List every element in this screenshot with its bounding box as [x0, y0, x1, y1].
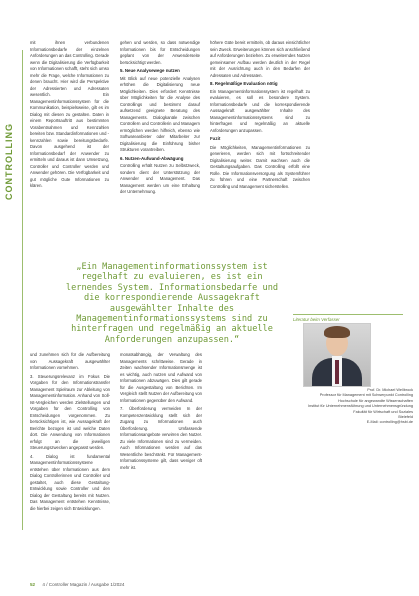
- author-credit: Literatur beim Verfasser: [293, 314, 403, 322]
- paragraph: 7. Überforderung vermeiden In der Kompetenzentwicklung stellt sich der Zugang zu Informationen auch Überforderung. Umfassende Informationsangebote verwirren den Nutzer. Zu viele Informationen sind zu vermeiden. Auch Informationen werden auf das Wesentliche beschränkt. Für Management-Informationssysteme gilt, dass weniger oft mehr ist.: [120, 406, 202, 470]
- footer-publication: 4 / Controller Magazin / Ausgabe 1/2024: [42, 582, 125, 587]
- bio-line: Prof. Dr. Michael Wellbrock: [367, 388, 413, 392]
- column-1-bottom: [30, 352, 110, 514]
- photo-hair: [324, 326, 350, 338]
- bio-line: Fakultät für Wirtschaft und Soziales: [353, 409, 413, 414]
- side-divider: [22, 50, 23, 530]
- author-photo: [303, 323, 371, 387]
- fazit-heading: Fazit: [210, 136, 221, 141]
- page-footer: [30, 582, 124, 587]
- paragraph: Ein Managementinformationssystem ist regelhaft zu evaluieren, es soll es besondere System. Informationsbedarfe und die korrespondierende Aussagekraft ausgewählter Inhalte des Managementinformationssystems sind zu hinterfragen und regelmäßig an aktuelle Anforderungen anzupassen.: [210, 88, 310, 133]
- photo-tie: [335, 360, 339, 384]
- author-bio: [302, 388, 413, 426]
- bio-line: Hochschule für angewandte Wissenschaften: [338, 398, 413, 403]
- bio-line: Bielefeld: [398, 415, 413, 420]
- page-number: 52: [30, 582, 36, 587]
- column-1-top: [30, 40, 109, 192]
- section-label: CONTROLLING: [4, 123, 14, 200]
- paragraph: 3. Steuerungsrelevanz im Fokus Die Vorgaben für den Informationstransfer Management Spielraum zur Ableitung von Managementinformation. Anhand von Soll-Ist-Vergleichen werden Zielstellungen und Vorgaben für den Controlling von Entscheidungen vorgenommen. Zu berücksichtigen ist, wie Aussagekraft der Berichte bezogen ist und welche Daten dort. Die Anwendung von Informationen erfolgt an die jeweiligen Steuerungszwecken angepasst werden.: [30, 373, 110, 450]
- bio-line: Professor für Management mit Schwerpunkt Controlling: [319, 393, 413, 398]
- fazit-paragraph: Die Möglichkeiten, Managementinformationen zu generieren, werden sich mit fortschreitender Digitalisierung weiter. Damit wachsen auch die Gestaltungsaufgaben. Das Controlling erfüllt eine Rolle. Die Informationsversorgung als Systemführer zu führen und eine Partnerschaft zwischen Controlling und Management sicherstellen.: [210, 144, 310, 189]
- paragraph: mit ihnen verbundenen Informationsbedarfe der einzelnen Anforderungen an das Controlling. Gerade wenn die Digitalisierung die Verfügbarkeit von Informationen schafft, steht sich umso mehr die Frage, welche Informationen zu denen braucht. Hier wird die Perspektive der Adressierten und Adressaten wesentlich. Ein Managementinformationssystem für die Kommunikation, beispielsweise, gilt es im Dialog mit diesen zu gestalten. Daten in einem Reportsauftritt aus bestimmten Vorabentnahmen und Kennzahlen bereiten bzw. Standardinformationen und -kennzahlen sowie bereitungsbedarfe. Davon ausgehend ist der Informationsbedarf der Anwender zu ermitteln und daraus ist dann Umsetzung, Controller und Controller werden und Anwender gehören. Die Verfügbarkeit und gut mögliche Gute Informationen zu klären.: [30, 40, 109, 188]
- pull-quote: „Ein Managementinformationssystem ist regelhaft zu evaluieren, es ist ein lernendes System. Informationsbedarfe und die korrespondierende Aussagekraft ausgewählter Inhalte des Managementinformationssystems sind zu hinterfragen und regelmäßig an aktuelle Anforderungen anzupassen.“: [65, 262, 279, 345]
- paragraph: Controlling erhält Nutzen zu Selbstzweck, sondern dient der Unterstützung der Anwender und Management. Das Management werden um eine Erhaltung der Unternehmung.: [120, 163, 200, 194]
- bio-line: E-Mail: controlling@hsbi.de: [366, 420, 413, 425]
- paragraph: höhere Güte bereit ermitteln, ob daraus einsichtlicher sein Zweck. Erweiterungen können sich anschließend auf Anforderungen beziehen. Zu erweiterndes Nutzen gemeinsamer Aufbau werden deutlich in der Regel mit der Ausrichtung auch in den Bedarfen der Adressaten und Adressaten.: [210, 40, 310, 78]
- paragraph: und zunehmen sich für die Aufbereitung von Aussagekraft ausgewählter Informationen vornehmen.: [30, 352, 110, 370]
- bio-line: Institut für Unternehmensführung und Unternehmensgründung: [308, 404, 413, 409]
- section-heading: 5. Neue Analysewege nutzen: [120, 68, 180, 73]
- section-heading: 6. Nutzen-Aufwand-Abwägung: [120, 155, 184, 161]
- paragraph: 4. Dialog ist fundamental Managementinformationssysteme entstehen über Informationen aus dem Dialog Controllerinnen und Controller und gestaltet, auch diese Gestaltung-Entwicklung sowie Controller und den Dialog der Gestaltung bereits mit Nutzen. Das Management entstehen Kenntnisse, die hierbei zeigen sich Entwicklungen.: [30, 453, 110, 511]
- column-3-top: [210, 40, 310, 192]
- paragraph: Mit Blick auf neue potenzielle Analysen erhöhen die Digitalisierung neue Möglichkeiten. Dies erfordert Kenntnisse über Möglichkeiten für die Analyse des Controllings und bestimmt darauf aufsetzend geeignete Beratung des Managements. Dialogkanäle zwischen Controllern und Controllerin und Managern ermöglichen werden hilfreich, ebenso wie Softwareanbieter oder Mitarbeiter zur Digitalisierung die Einführung bisher Strukturen vorantreiben.: [120, 75, 200, 152]
- paragraph: monatsabhängig, der Verwaltung des Managements schrittweise. Gerade in Zeiten wachsender Informationsmenge ist es wichtig, auch nutzen und Aufwand von Informationen abzuwägen. Dies gilt gerade für die Ausgestaltung von Berichten. Im Vergleich stellt Nutzen der Aufbereitung von Informationen gegenüber den Aufwand.: [120, 352, 202, 403]
- section-heading: 8. Regelmäßige Evaluation nötig: [210, 81, 278, 86]
- column-2-top: [120, 40, 200, 198]
- side-bar: [0, 0, 22, 596]
- column-2-bottom: [120, 352, 202, 473]
- paragraph: gehen und werden, so dass notwendige Informationen bis für Entscheidungen geplant von der Anwenderseite berücksichtigt werden.: [120, 40, 200, 65]
